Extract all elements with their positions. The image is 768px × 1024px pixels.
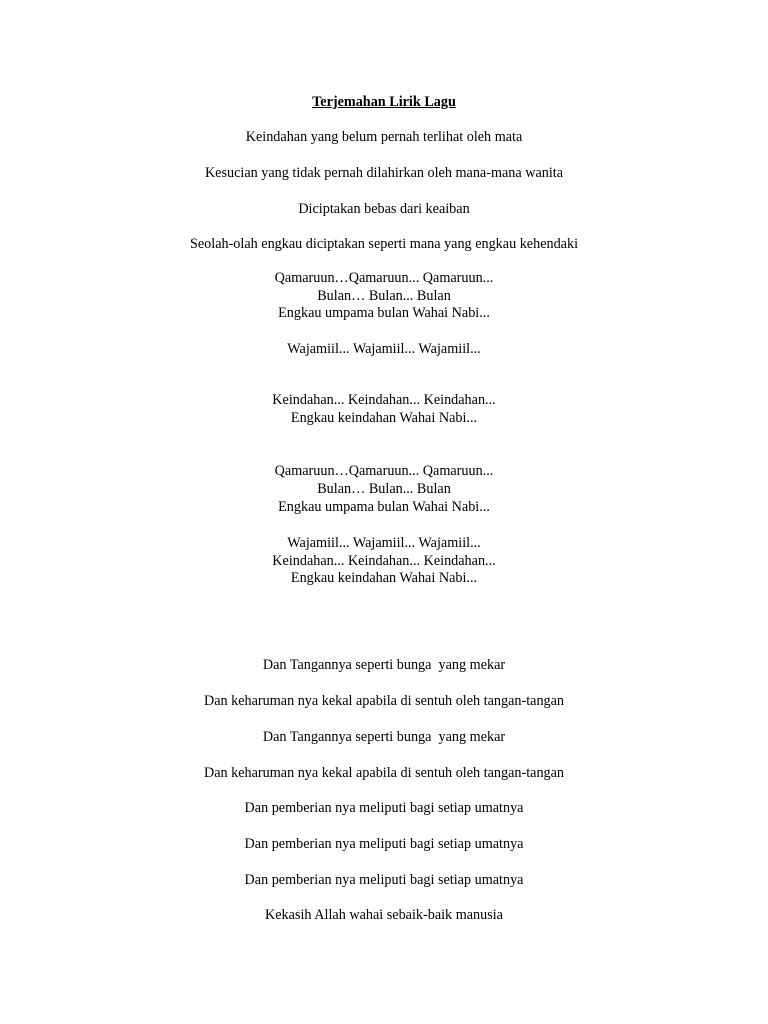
page-title: Terjemahan Lirik Lagu: [312, 94, 456, 110]
lyric-line: Diciptakan bebas dari keaiban: [298, 201, 470, 217]
lyric-line: Engkau umpama bulan Wahai Nabi...: [278, 305, 490, 321]
lyric-line: Seolah-olah engkau diciptakan seperti mana yang engkau kehendaki: [189, 236, 579, 252]
lyric-line: Kesucian yang tidak pernah dilahirkan oleh mana-mana wanita: [204, 165, 564, 181]
lyric-line: Keindahan... Keindahan... Keindahan...: [272, 392, 496, 408]
lyric-line: Dan keharuman nya kekal apabila di sentuh oleh tangan-tangan: [203, 693, 565, 709]
lyric-line: Dan pemberian nya meliputi bagi setiap umatnya: [244, 836, 524, 852]
lyric-line: Bulan… Bulan... Bulan: [317, 288, 451, 304]
lyric-line: Qamaruun…Qamaruun... Qamaruun...: [274, 463, 494, 479]
lyric-line: Kekasih Allah wahai sebaik-baik manusia: [265, 907, 503, 923]
lyric-line: Dan keharuman nya kekal apabila di sentuh oleh tangan-tangan: [203, 765, 565, 781]
lyric-line: Dan pemberian nya meliputi bagi setiap umatnya: [244, 800, 524, 816]
lyric-line: Keindahan... Keindahan... Keindahan...: [272, 553, 496, 569]
lyric-line: Qamaruun…Qamaruun... Qamaruun...: [274, 270, 494, 286]
lyric-line: Dan Tangannya seperti bunga yang mekar: [262, 657, 506, 673]
lyric-line: Dan Tangannya seperti bunga yang mekar: [262, 729, 506, 745]
lyric-line: Engkau umpama bulan Wahai Nabi...: [278, 499, 490, 515]
lyric-line: Keindahan yang belum pernah terlihat oleh mata: [245, 129, 523, 145]
lyric-line: Wajamiil... Wajamiil... Wajamiil...: [287, 341, 481, 357]
lyric-line: Wajamiil... Wajamiil... Wajamiil...: [287, 535, 481, 551]
lyric-line: Engkau keindahan Wahai Nabi...: [290, 570, 478, 586]
lyric-line: Engkau keindahan Wahai Nabi...: [290, 410, 478, 426]
lyric-line: Bulan… Bulan... Bulan: [317, 481, 451, 497]
lyric-line: Dan pemberian nya meliputi bagi setiap umatnya: [244, 872, 524, 888]
